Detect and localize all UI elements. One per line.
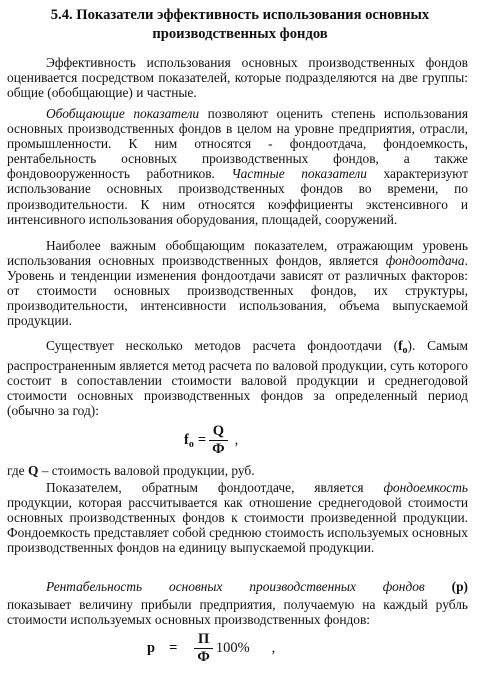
formula2-numerator: П	[197, 631, 210, 647]
term-capital-productivity: фондоотдача	[385, 253, 465, 269]
term-general-indicators: Обобщающие показатели	[46, 106, 200, 121]
formula-capital-productivity	[184, 424, 238, 457]
formula2-comma: ,	[271, 640, 276, 656]
paragraph-intro: Эффективность использования основных производственных фондов оценивается посредством показателей, которые подразделяются на две группы: общие (обобщающие) и частные.	[7, 55, 468, 101]
symbol-fo: $f_o$	[398, 338, 408, 356]
section-title-line-1: 5.4. Показатели эффективность использования основных	[50, 7, 430, 23]
formula2-equals: =	[169, 640, 178, 656]
paragraph-profitability-heading	[46, 579, 468, 594]
formula-denominator: Ф	[212, 441, 225, 457]
paragraph-capital-productivity: Наиболее важным обобщающим показателем, отражающим уровень использования основных производственных фондов, является фондоотдача. Уровень и тенденции изменения фондоотдачи зависят от различных факторов: от стоимости основных производственных фондов, их структуры, производительности, интенсивности использования, объема выпускаемой продукции.	[7, 238, 468, 329]
section-title	[20, 6, 460, 44]
section-title-line-2: производственных фондов	[152, 26, 328, 42]
paragraph-capital-intensity: Показателем, обратным фондоотдаче, является фондоемкость продукции, которая рассчитывается как отношение среднегодовой стоимости основных производственных фондов к стоимости произведенной продукции. Фондоемкость представляет собой среднюю стоимость используемых основных производственных фондов на единицу выпускаемой продукции.	[7, 480, 468, 556]
formula-comma: ,	[234, 432, 239, 448]
term-profitability: Рентабельность основных производственных фондов	[46, 579, 425, 594]
formula2-lhs: р	[147, 640, 156, 656]
formula-profitability	[147, 632, 275, 665]
symbol-q: Q	[27, 463, 39, 478]
paragraph-profitability-text: показывает величину прибыли предприятия, получаемую на каждый рубль стоимости используемых основных производственных фондов:	[7, 597, 468, 628]
term-partial-indicators: Частные показатели	[231, 166, 367, 182]
formula-lhs: $f_o$	[184, 431, 194, 450]
formula2-fraction	[194, 632, 212, 665]
paragraph-where-q: где Q – стоимость валовой продукции, руб.	[7, 463, 255, 478]
paragraph-calculation-methods: Существует несколько методов расчета фондоотдачи $(f_o)$. Самым распространенным является метод расчета по валовой продукции, суть которого состоит в сопоставлении стоимости валовой продукции и среднегодовой стоимости основных производственных фондов за определенный период (обычно за год):	[7, 338, 468, 419]
formula-equals: =	[197, 432, 207, 448]
formula-numerator: Q	[212, 423, 224, 439]
paragraph-general-indicators: Обобщающие показатели позволяют оценить степень использования основных производственных фондов в целом на уровне предприятия, отрасли, промышленности. К ним относятся - фондоотдача, фондоемкость, рентабельность основных производственных фондов, а также фондовооруженность работников. Частные показатели характеризуют использование основных производственных фондов во времени, по производительности. К ним относятся коэффициенты экстенсивного и интенсивного использования оборудования, площадей, сооружений.	[7, 106, 468, 227]
term-capital-intensity: фондоемкость	[383, 480, 468, 495]
formula-fraction	[209, 424, 227, 457]
symbol-p: (р)	[451, 579, 468, 594]
formula2-denominator: Ф	[197, 649, 210, 665]
formula2-multiplier: 100%	[215, 640, 250, 656]
